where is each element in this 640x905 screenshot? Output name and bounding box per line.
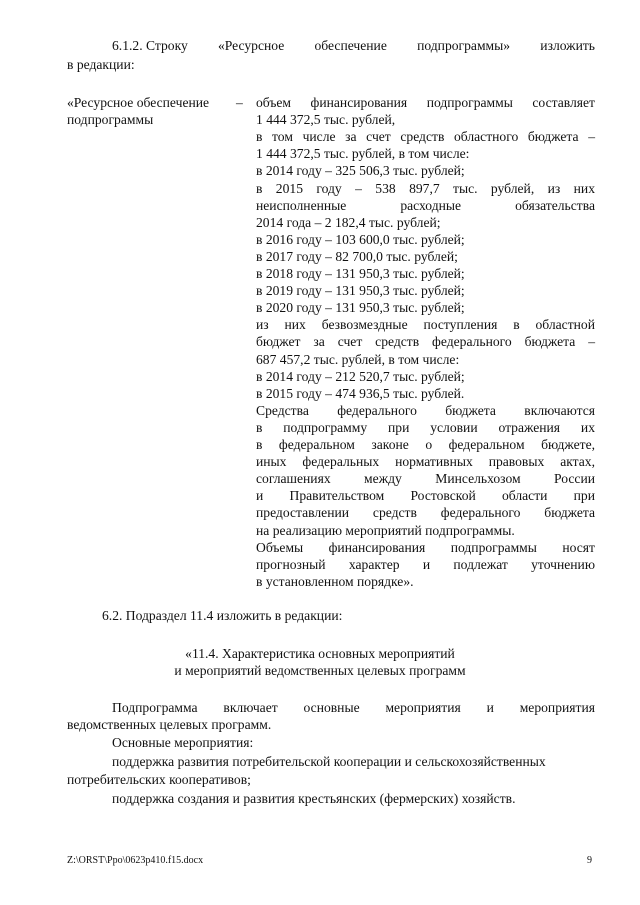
section-6-2: 6.2. Подраздел 11.4 изложить в редакции: — [102, 608, 343, 623]
resource-detail-line: соглашениях между Минсельхозом России — [256, 471, 595, 487]
resource-detail-line: бюджет за счет средств федерального бюджета – — [256, 334, 595, 350]
resource-detail-line: в 2015 году – 538 897,7 тыс. рублей, из них — [256, 180, 595, 196]
resource-detail-line: в том числе за счет средств областного бюджета – — [256, 129, 595, 145]
resource-detail-line: Объемы финансирования подпрограммы носят — [256, 539, 595, 555]
resource-detail-line: Средства федерального бюджета включаются — [256, 402, 595, 418]
resource-detail-line: в 2018 году – 131 950,3 тыс. рублей; — [256, 266, 465, 281]
resource-detail-line: из них безвозмездные поступления в областной — [256, 317, 595, 333]
footer-file-path: Z:\ORST\Ppo\0623p410.f15.docx — [67, 855, 204, 866]
resource-label-line-2: подпрограммы — [67, 112, 154, 127]
resource-detail-line: в установленном порядке». — [256, 573, 414, 589]
resource-detail-line: иных федеральных нормативных правовых актах, — [256, 454, 595, 470]
intro-word: «Ресурсное — [217, 38, 285, 53]
resource-detail-line: неисполненные расходные обязательства — [256, 197, 595, 213]
resource-detail-line: в 2014 году – 212 520,7 тыс. рублей; — [256, 368, 465, 384]
intro-word: 6.1.2. Строку — [112, 38, 188, 53]
body-paragraph-1-line-2: ведомственных целевых программ. — [67, 717, 272, 732]
resource-detail-line: в 2020 году – 131 950,3 тыс. рублей; — [256, 300, 465, 316]
body-paragraph-2: Основные мероприятия: — [112, 735, 254, 750]
body-paragraph-3-line-2: потребительских кооперативов; — [67, 772, 251, 787]
resource-label: «Ресурсное обеспечение — [67, 95, 210, 110]
intro-word: подпрограммы» — [417, 38, 511, 53]
body-paragraph-3-line-1: поддержка развития потребительской кооперации и сельскохозяйственных — [112, 754, 546, 769]
resource-detail-line: 687 457,2 тыс. рублей, в том числе: — [256, 351, 460, 367]
resource-detail-line: в 2015 году – 474 936,5 тыс. рублей. — [256, 385, 465, 401]
body-paragraph-1-line-1: Подпрограмма включает основные мероприятия и мероприятия — [112, 700, 595, 715]
resource-detail-line: предоставлении средств федерального бюджета — [256, 505, 595, 521]
resource-detail-line: на реализацию мероприятий подпрограммы. — [256, 522, 515, 538]
resource-detail-line: 1 444 372,5 тыс. рублей, — [256, 112, 396, 128]
resource-detail-line: в подпрограмму при условии отражения их — [256, 419, 595, 435]
intro-line-2: в редакции: — [67, 57, 135, 72]
footer-page-number: 9 — [587, 855, 592, 866]
resource-detail-line: в 2016 году – 103 600,0 тыс. рублей; — [256, 231, 465, 247]
resource-detail-line: и Правительством Ростовской области при — [256, 488, 595, 504]
resource-detail-line: прогнозный характер и подлежат уточнению — [256, 556, 595, 572]
resource-detail-line: 2014 года – 2 182,4 тыс. рублей; — [256, 214, 441, 230]
resource-detail-line: в 2014 году – 325 506,3 тыс. рублей; — [256, 163, 465, 179]
resource-detail-line: в 2017 году – 82 700,0 тыс. рублей; — [256, 248, 458, 264]
intro-line-1 — [112, 37, 595, 54]
resource-detail-line: 1 444 372,5 тыс. рублей, в том числе: — [256, 146, 470, 162]
resource-detail-line: в 2019 году – 131 950,3 тыс. рублей; — [256, 283, 465, 299]
section-heading-line-1: «11.4. Характеристика основных мероприятий — [185, 646, 455, 661]
section-heading-line-2: и мероприятий ведомственных целевых программ — [174, 663, 466, 678]
intro-word: обеспечение — [314, 38, 387, 53]
resource-detail-line: в федеральном законе о федеральном бюджете, — [256, 437, 595, 452]
resource-dash: – — [236, 95, 243, 110]
body-paragraph-4: поддержка создания и развития крестьянских (фермерских) хозяйств. — [112, 791, 516, 806]
resource-detail-line: объем финансирования подпрограммы составляет — [256, 95, 595, 110]
intro-word: изложить — [540, 38, 595, 53]
